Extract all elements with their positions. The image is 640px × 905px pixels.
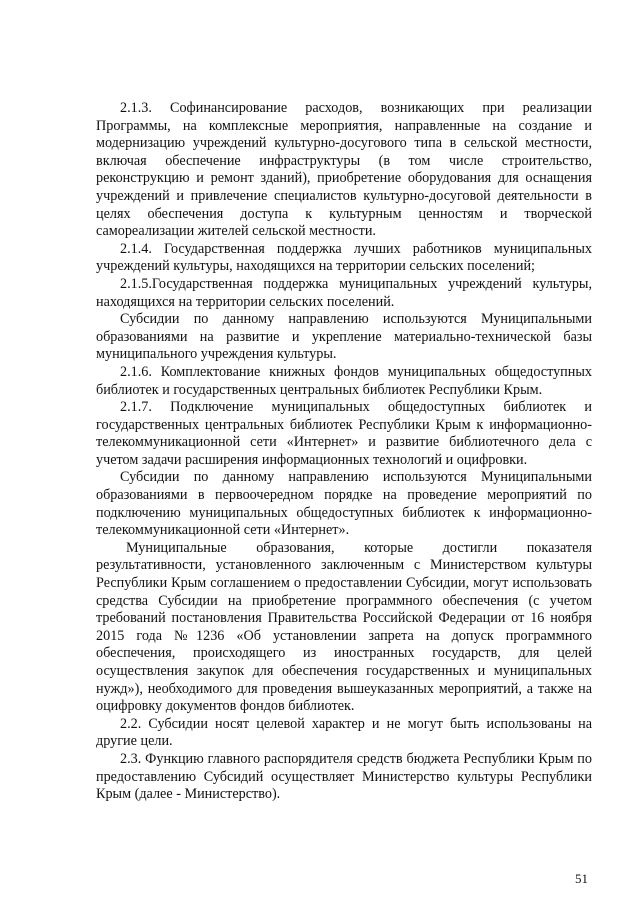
paragraph-subsidy-note-1: Субсидии по данному направлению используются Муниципальными образованиями на развитие и укрепление материально-технической базы муниципального учреждения культуры. [96, 311, 592, 363]
paragraph-2-1-5: 2.1.5.Государственная поддержка муниципальных учреждений культуры, находящихся на территории сельских поселений. [96, 275, 592, 310]
paragraph-2-1-3: 2.1.3. Софинансирование расходов, возникающих при реализации Программы, на комплексные мероприятия, направленные на создание и модернизацию учреждений культурно-досугового типа в сельской местности, включая обеспечение инфраструктуры (в том числе строительство, реконструкцию и ремонт зданий), приобретение оборудования для оснащения учреждений и привлечение специалистов культурно-досуговой деятельности в целях обеспечения доступа к культурным ценностям и творческой самореализации жителей сельской местности. [96, 100, 592, 240]
paragraph-subsidy-note-2: Субсидии по данному направлению используются Муниципальными образованиями в первоочередном порядке на проведение мероприятий по подключению муниципальных общедоступных библиотек к информационно-телекоммуникационной сети «Интернет». [96, 469, 592, 539]
paragraph-2-1-4: 2.1.4. Государственная поддержка лучших работников муниципальных учреждений культуры, находящихся на территории сельских поселений; [96, 240, 592, 275]
paragraph-municipal-software: Муниципальные образования, которые достигли показателя результативности, установленного заключенным с Министерством культуры Республики Крым соглашением о предоставлении Субсидии, могут использовать средства Субсидии на приобретение программного обеспечения (с учетом требований постановления Правительства Российской Федерации от 16 ноября 2015 года №1236 «Об установлении запрета на допуск программного обеспечения, происходящего из иностранных государств, для целей осуществления закупок для обеспечения государственных и муниципальных нужд»), необходимого для проведения вышеуказанных мероприятий, а также на оцифровку документов фондов библиотек. [96, 539, 592, 715]
paragraph-2-3: 2.3. Функцию главного распорядителя средств бюджета Республики Крым по предоставлению Субсидий осуществляет Министерство культуры Республики Крым (далее - Министерство). [96, 750, 592, 803]
paragraph-2-2: 2.2. Субсидии носят целевой характер и не могут быть использованы на другие цели. [96, 715, 592, 750]
document-body [96, 100, 592, 804]
paragraph-2-1-7: 2.1.7. Подключение муниципальных общедоступных библиотек и государственных центральных библиотек Республики Крым к информационно-телекоммуникационной сети «Интернет» и развитие библиотечного дела с учетом задачи расширения информационных технологий и оцифровки. [96, 399, 592, 468]
page-number: 51 [575, 871, 588, 886]
paragraph-2-1-6: 2.1.6. Комплектование книжных фондов муниципальных общедоступных библиотек и государственных центральных библиотек Республики Крым. [96, 363, 592, 398]
